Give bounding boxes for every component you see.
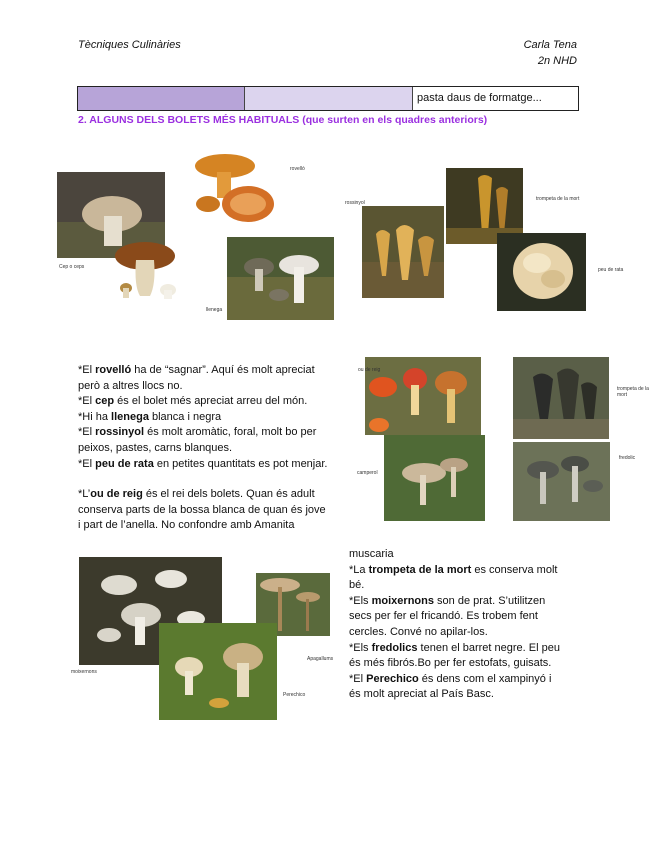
rovello-photo <box>190 148 278 228</box>
text-line: *El cep és el bolet més apreciat arreu del món. <box>78 395 308 408</box>
text-line: és molt apreciat al País Basc. <box>349 688 494 701</box>
caption-apagallums: Apagallums <box>307 656 334 662</box>
text-line: *El peu de rata en petites quantitats es pot menjar. <box>78 457 328 470</box>
text-line: i part de l’anella. No confondre amb Amanita <box>78 519 295 532</box>
text-line: cercles. Convé no apilar-los. <box>349 625 488 638</box>
text-line: *Hi ha llenega blanca i negra <box>78 410 222 423</box>
text-line: *El Perechico és dens com el xampinyó i <box>349 672 552 685</box>
text-line: *El rovelló ha de “sagnar”. Aquí és molt apreciat <box>78 364 315 376</box>
caption-perechico: Perechico <box>283 692 306 698</box>
llenega-photo <box>227 237 334 320</box>
text-line: secs per fer el fricandó. Es trobem fent <box>349 610 538 623</box>
camperol-photo <box>384 435 485 521</box>
cep-illustration <box>112 236 184 302</box>
paragraph-b <box>78 487 353 534</box>
table-cell-3: pasta daus de formatge... <box>413 87 578 110</box>
recipe-table-row <box>77 86 579 111</box>
caption-llenega: llenega <box>206 307 223 313</box>
paragraph-a <box>78 363 353 472</box>
trompeta-de-la-mort-photo <box>513 357 609 439</box>
text-line: *Els fredolics tenen el barret negre. El peu <box>349 641 560 654</box>
fredolic-photo <box>513 442 610 521</box>
caption-fredolic: fredolic <box>619 455 636 461</box>
caption-trompeta-groga: trompeta de la mort <box>536 196 580 202</box>
text-line: muscaria <box>349 548 394 560</box>
caption-rovello: rovelló <box>290 166 305 172</box>
caption-camperol: camperol <box>357 470 378 476</box>
text-line: bé. <box>349 579 365 592</box>
text-line: *L’ou de reig és el rei dels bolets. Quan és adult <box>78 488 315 500</box>
perechico-photo <box>159 623 277 720</box>
caption-cep: Cep o ceps <box>59 264 85 270</box>
author-name: Carla Tena <box>523 39 577 51</box>
text-line: però a altres llocs no. <box>78 379 183 392</box>
text-line: *La trompeta de la mort es conserva molt <box>349 563 558 576</box>
caption-peu-de-rata: peu de rata <box>598 267 624 273</box>
group-name: 2n NHD <box>537 55 577 67</box>
rossinyol-photo <box>362 206 444 298</box>
caption-trompeta-de-la-mort: trompeta de la mort <box>617 386 649 398</box>
course-title: Tècniques Culinàries <box>78 39 181 51</box>
text-line: *Els moixernons son de prat. S’utilitzen <box>349 594 546 607</box>
paragraph-c <box>349 547 589 703</box>
text-line: peixos, pastes, carns blanques. <box>78 441 233 454</box>
text-line: conserva parts de la bossa blanca de quan és jove <box>78 503 326 516</box>
text-line: és més fibrós.Bo per fer estofats, guisats. <box>349 657 552 670</box>
caption-rossinyol: rossinyol <box>345 200 365 206</box>
ou-de-reig-photo <box>365 357 481 435</box>
section-title: 2. ALGUNS DELS BOLETS MÉS HABITUALS (que surten en els quadres anteriors) <box>78 114 488 126</box>
caption-ou-de-reig: ou de reig <box>358 367 381 373</box>
caption-moixernons: moixernons <box>71 669 97 675</box>
table-cell-2 <box>245 87 413 110</box>
text-line: *El rossinyol és molt aromàtic, foral, molt bo per <box>78 426 317 439</box>
table-cell-1 <box>78 87 245 110</box>
peu-de-rata-photo <box>497 233 586 311</box>
